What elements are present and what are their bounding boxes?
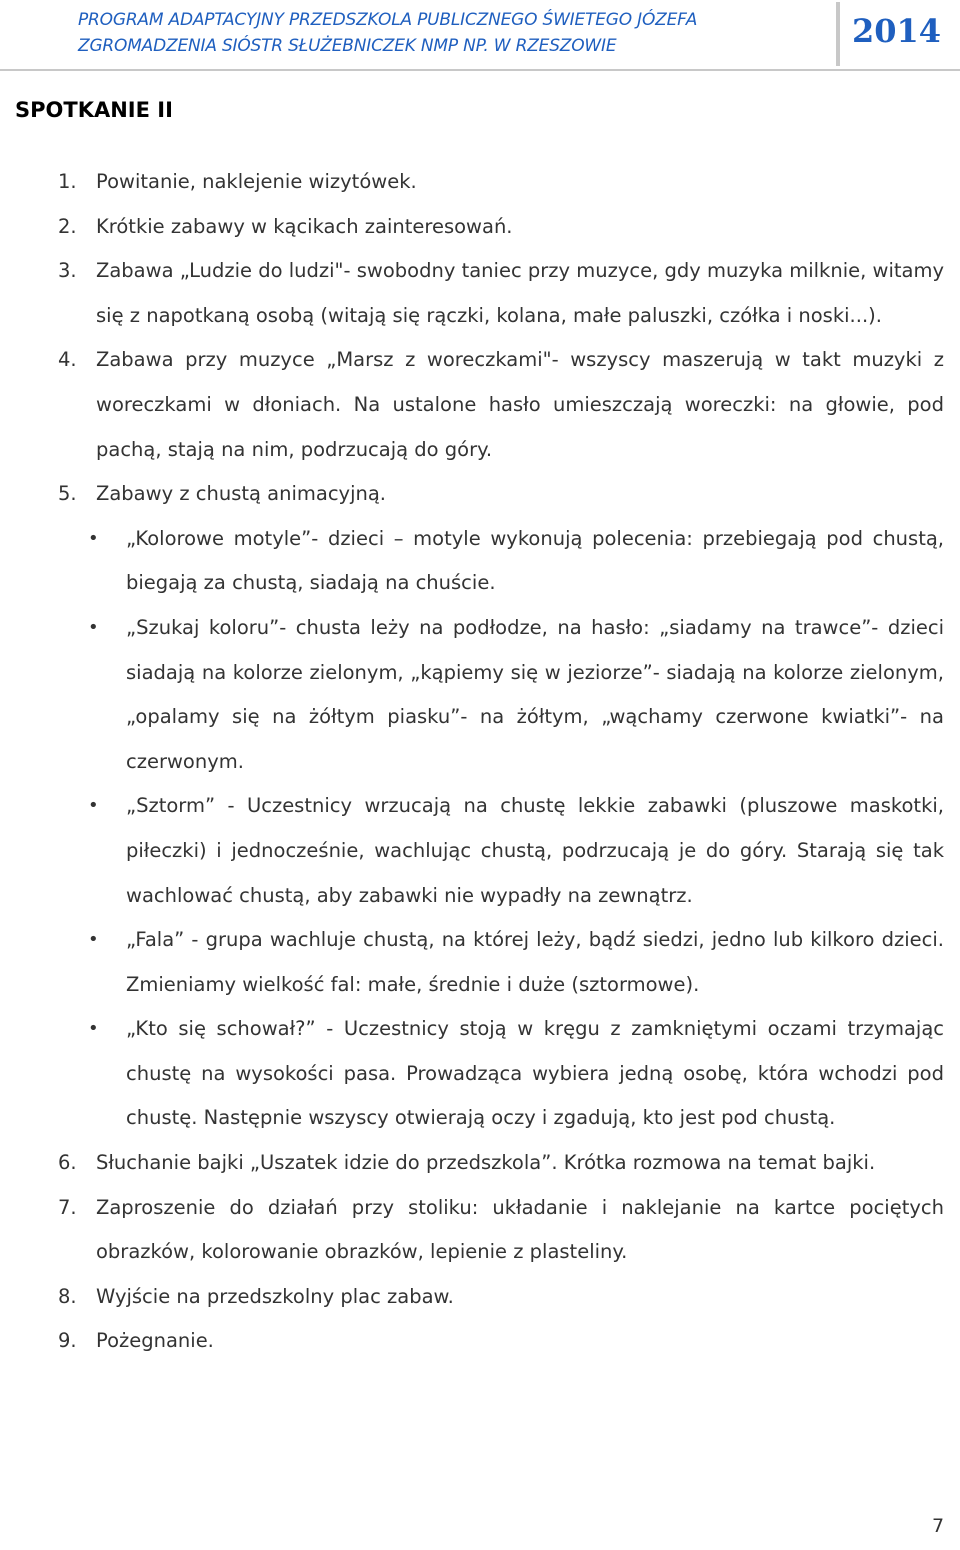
bullet-item — [0, 784, 960, 918]
header-year: 2014 — [852, 12, 942, 50]
header-institution-name: ZGROMADZENIA SIÓSTR SŁUŻEBNICZEK NMP NP. W RZESZOWIE — [78, 36, 617, 56]
bullet-icon: • — [88, 929, 99, 951]
list-item — [0, 1141, 960, 1186]
page-number: 7 — [932, 1515, 945, 1537]
list-item — [0, 160, 960, 205]
item-text: „Sztorm” - Uczestnicy wrzucają na chustę lekkie zabawki (pluszowe maskotki, piłeczki) i jednocześnie, wachlując chustą, podrzucają je do góry. Starają się tak wachlować chustą, aby zabawki nie wypadły na zewnątrz. — [126, 794, 944, 907]
activity-list — [0, 160, 960, 1364]
bullet-icon: • — [88, 616, 99, 638]
item-number: 1. — [58, 170, 77, 193]
list-item — [0, 1275, 960, 1320]
bullet-icon: • — [88, 795, 99, 817]
item-number: 3. — [58, 259, 77, 283]
item-text: Wyjście na przedszkolny plac zabaw. — [96, 1284, 454, 1308]
item-text: Zaproszenie do działań przy stoliku: układanie i naklejanie na kartce pociętych obrazków, kolorowanie obrazków, lepienie z plasteliny. — [96, 1195, 944, 1264]
bullet-item — [0, 606, 960, 784]
list-item — [0, 472, 960, 517]
page-header — [0, 0, 960, 70]
header-separator — [836, 2, 840, 66]
item-number: 7. — [58, 1195, 77, 1219]
item-text: Słuchanie bajki „Uszatek idzie do przedszkola”. Krótka rozmowa na temat bajki. — [96, 1151, 876, 1175]
item-text: Powitanie, naklejenie wizytówek. — [96, 170, 417, 193]
item-text: „Kolorowe motyle”- dzieci – motyle wykonują polecenia: przebiegają pod chustą, biegają za chustą, siadają na chuście. — [126, 526, 944, 595]
bullet-icon: • — [88, 1018, 99, 1040]
list-item — [0, 1186, 960, 1275]
item-number: 2. — [58, 214, 77, 238]
item-text: Zabawy z chustą animacyjną. — [96, 482, 387, 506]
bullet-item — [0, 918, 960, 1007]
item-text: Krótkie zabawy w kącikach zainteresowań. — [96, 214, 513, 238]
list-item — [0, 1319, 960, 1364]
bullet-item — [0, 1007, 960, 1141]
item-number: 6. — [58, 1151, 77, 1175]
item-text: „Kto się schował?” - Uczestnicy stoją w kręgu z zamkniętymi oczami trzymając chustę na wysokości pasa. Prowadząca wybiera jedną osobę, która wchodzi pod chustę. Następnie wszyscy otwierają oczy i zgadują, kto jest pod chustą. — [126, 1017, 944, 1130]
section-title: SPOTKANIE II — [15, 98, 173, 122]
item-text: Pożegnanie. — [96, 1329, 214, 1353]
item-number: 9. — [58, 1329, 77, 1353]
item-number: 5. — [58, 482, 77, 506]
list-item — [0, 338, 960, 472]
item-text: Zabawa „Ludzie do ludzi"- swobodny taniec przy muzyce, gdy muzyka milknie, witamy się z napotkaną osobą (witają się rączki, kolana, małe paluszki, czółka i noski...). — [96, 259, 945, 327]
list-item — [0, 205, 960, 250]
header-program-title: PROGRAM ADAPTACYJNY PRZEDSZKOLA PUBLICZNEGO ŚWIETEGO JÓZEFA — [78, 10, 698, 30]
bullet-item — [0, 517, 960, 606]
item-number: 8. — [58, 1284, 77, 1308]
list-item — [0, 249, 960, 338]
item-text: Zabawa przy muzyce „Marsz z woreczkami"- wszyscy maszerują w takt muzyki z woreczkami w dłoniach. Na ustalone hasło umieszczają woreczki: na głowie, pod pachą, stają na nim, podrzucają do góry. — [96, 348, 944, 461]
bullet-icon: • — [88, 527, 99, 549]
item-number: 4. — [58, 348, 77, 372]
item-text: „Szukaj koloru”- chusta leży na podłodze, na hasło: „siadamy na trawce”- dzieci siadają na kolorze zielonym, „kąpiemy się w jeziorze”- siadają na kolorze zielonym, „opalamy się na żółtym piasku”- na żółtym, „wąchamy czerwone kwiatki”- na czerwonym. — [126, 615, 944, 773]
header-rule — [0, 69, 960, 71]
item-text: „Fala” - grupa wachluje chustą, na której leży, bądź siedzi, jedno lub kilkoro dzieci. Zmieniamy wielkość fal: małe, średnie i duże (sztormowe). — [126, 928, 944, 996]
